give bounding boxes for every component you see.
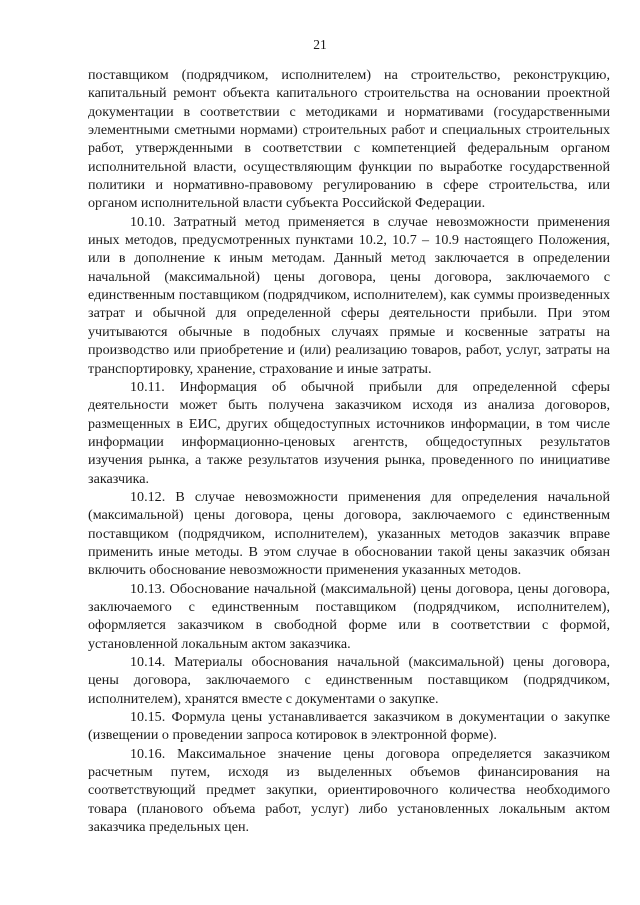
paragraph-10-14: 10.14. Материалы обоснования начальной (максимальной) цены договора, цены договора, заключаемого с единственным поставщиком (подрядчиком, исполнителем), хранятся вместе с документами о закупке. [88, 654, 610, 707]
paragraph-10-12: 10.12. В случае невозможности применения для определения начальной (максимальной) цены договора, цены договора, заключаемого с единственным поставщиком (подрядчиком, исполнителем), указанных методов заказчик вправе применить иные методы. В этом случае в обосновании такой цены заказчик обязан включить обоснование невозможности применения указанных методов. [88, 488, 610, 579]
page-number: 21 [313, 37, 327, 52]
paragraph-10-13: 10.13. Обоснование начальной (максимальной) цены договора, цены договора, заключаемого с единственным поставщиком (подрядчиком, исполнителем), оформляется заказчиком в свободной форме или в соответствии с формой, установленной локальным актом заказчика. [88, 580, 610, 652]
paragraph-10-16: 10.16. Максимальное значение цены договора определяется заказчиком расчетным путем, исходя из выделенных объемов финансирования на соответствующий предмет закупки, ориентировочного количества необходимого товара (планового объема работ, услуг) либо установленных локальным актом заказчика предельных цен. [88, 745, 610, 836]
document-body [88, 66, 610, 836]
paragraph-continuation: поставщиком (подрядчиком, исполнителем) на строительство, реконструкцию, капитальный ремонт объекта капитального строительства на основании проектной документации в соответствии с методиками и нормативами (государственными элементными сметными нормами) строительных работ и специальных строительных работ, утвержденными в соответствии с компетенцией федеральным органом исполнительной власти, осуществляющим функции по выработке государственной политики и нормативно-правовому регулированию в сфере строительства, или органом исполнительной власти субъекта Российской Федерации. [88, 67, 610, 212]
paragraph-10-15: 10.15. Формула цены устанавливается заказчиком в документации о закупке (извещении о проведении запроса котировок в электронной форме). [88, 709, 610, 744]
paragraph-10-11: 10.11. Информация об обычной прибыли для определенной сферы деятельности может быть получена заказчиком исходя из анализа договоров, размещенных в ЕИС, других общедоступных источников информации, в том числе информации информационно-ценовых агентств, общедоступных результатов изучения рынка, а также результатов изучения рынка, проведенного по инициативе заказчика. [88, 378, 610, 487]
paragraph-10-10: 10.10. Затратный метод применяется в случае невозможности применения иных методов, предусмотренных пунктами 10.2, 10.7 – 10.9 настоящего Положения, или в дополнение к иным методам. Данный метод заключается в определении начальной (максимальной) цены договора, цены договора, заключаемого с единственным поставщиком (подрядчиком, исполнителем), как суммы произведенных затрат и обычной для определенной сферы деятельности прибыли. При этом учитываются обычные в подобных случаях прямые и косвенные затраты на производство или приобретение и (или) реализацию товаров, работ, услуг, затраты на транспортировку, хранение, страхование и иные затраты. [88, 213, 610, 377]
